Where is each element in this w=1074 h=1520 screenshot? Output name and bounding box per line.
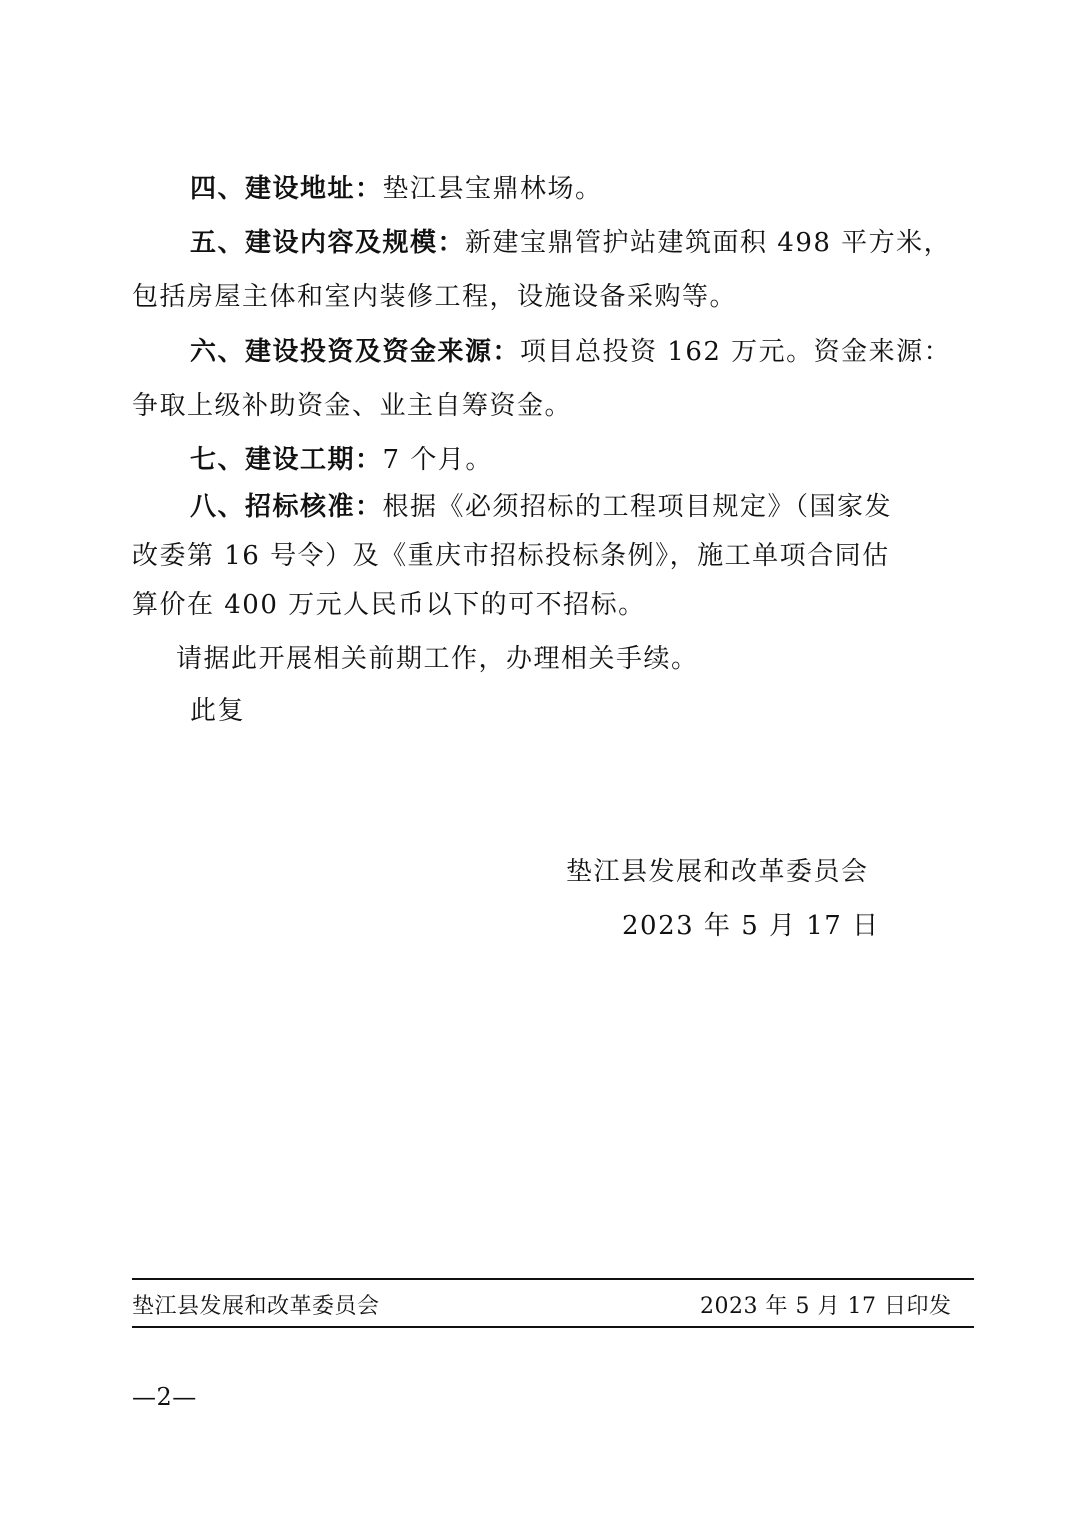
footer-top-rule [132,1278,974,1280]
reply-text: 此复 [190,696,246,726]
item-text: 垫江县宝鼎林场。 [382,174,603,204]
item-text: 根据《必须招标的工程项目规定》（国家发 [382,492,893,522]
item-heading: 七、建设工期： [190,445,383,475]
item-text: 项目总投资 162 万元。资金来源： [520,337,952,367]
item-address [190,174,603,204]
signature-date: 2023 年 5 月 17 日 [622,911,880,941]
footer-date: 2023 年 5 月 17 日印发 [700,1294,952,1319]
item-text-continued: 改委第 16 号令）及《重庆市招标投标条例》，施工单项合同估 [132,541,890,571]
closing-text: 请据此开展相关前期工作，办理相关手续。 [176,644,699,674]
item-text-continued: 争取上级补助资金、业主自筹资金。 [132,391,573,421]
item-heading: 八、招标核准： [190,492,383,522]
item-investment [190,337,951,367]
item-heading: 六、建设投资及资金来源： [190,337,521,367]
item-period [190,445,493,475]
item-heading: 五、建设内容及规模： [190,228,466,258]
footer-org: 垫江县发展和改革委员会 [132,1294,380,1319]
item-content-scale [190,228,951,258]
page-number: —2— [132,1383,197,1411]
item-text-continued: 包括房屋主体和室内装修工程，设施设备采购等。 [132,282,738,312]
signature-org: 垫江县发展和改革委员会 [566,857,869,887]
item-heading: 四、建设地址： [190,174,383,204]
footer-bottom-rule [132,1326,974,1328]
item-text: 新建宝鼎管护站建筑面积 498 平方米， [465,228,952,258]
item-bidding [190,492,892,522]
item-text: 7 个月。 [382,445,493,475]
item-text-continued: 算价在 400 万元人民币以下的可不招标。 [132,590,646,620]
